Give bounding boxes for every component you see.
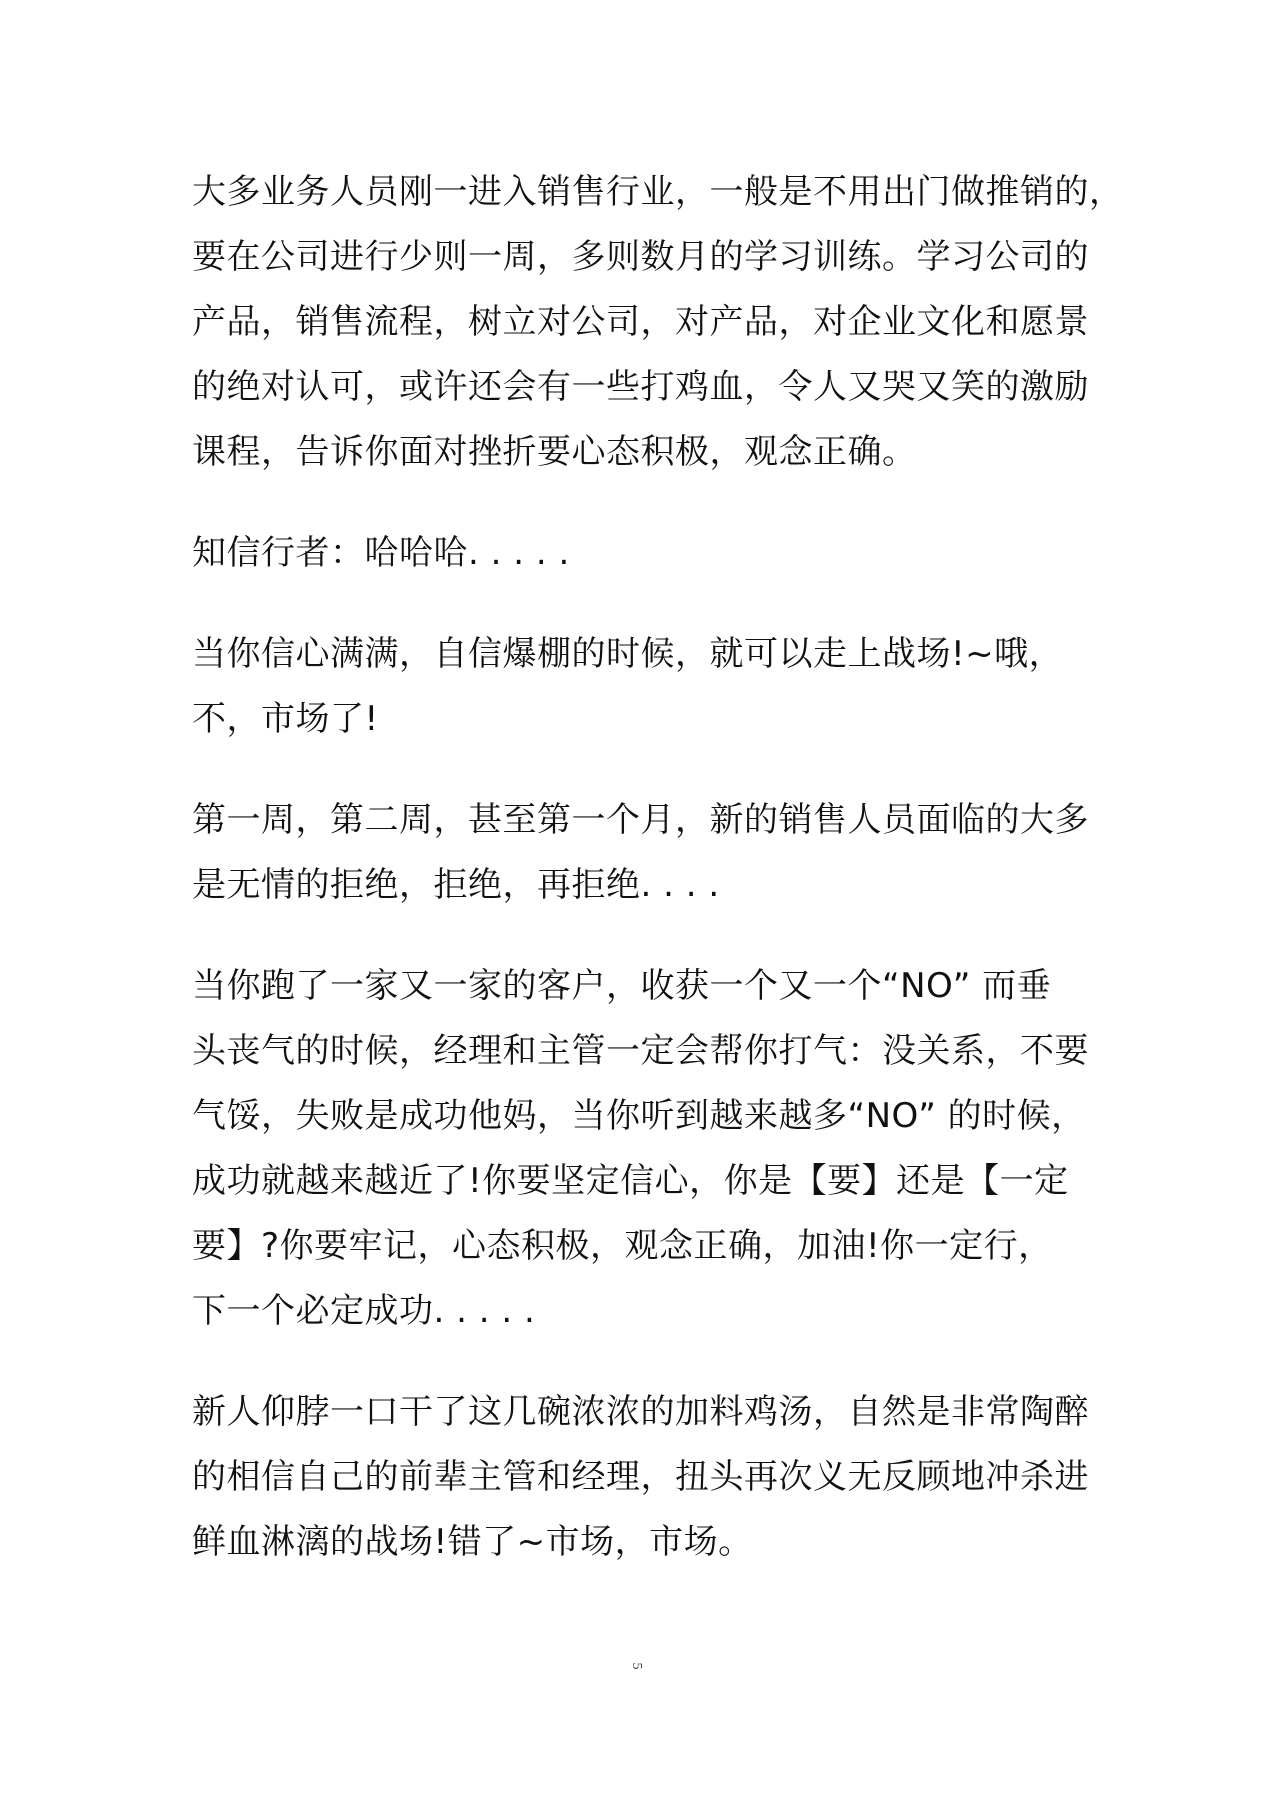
paragraph-6 bbox=[192, 1380, 1132, 1575]
text-line: 鲜血淋漓的战场!错了~市场，市场。 bbox=[192, 1522, 753, 1562]
text-line: 气馁，失败是成功他妈，当你听到越来越多“NO” 的时候， bbox=[192, 1096, 1086, 1136]
document-body bbox=[192, 160, 1132, 1611]
page-number: 5 bbox=[629, 1662, 644, 1670]
text-line: 的绝对认可，或许还会有一些打鸡血，令人又哭又笑的激励 bbox=[192, 367, 1089, 407]
text-line: 当你跑了一家又一家的客户，收获一个又一个“NO” 而垂 bbox=[192, 966, 1052, 1006]
text-line: 头丧气的时候，经理和主管一定会帮你打气：没关系，不要 bbox=[192, 1031, 1089, 1071]
paragraph-1 bbox=[192, 160, 1132, 485]
paragraph-4 bbox=[192, 788, 1132, 918]
text-line: 大多业务人员刚一进入销售行业，一般是不用出门做推销的， bbox=[192, 172, 1124, 212]
text-line: 第一周，第二周，甚至第一个月，新的销售人员面临的大多 bbox=[192, 800, 1089, 840]
text-line: 课程，告诉你面对挫折要心态积极，观念正确。 bbox=[192, 432, 917, 472]
text-line: 不，市场了! bbox=[192, 699, 379, 739]
text-line: 是无情的拒绝，拒绝，再拒绝. . . . bbox=[192, 865, 720, 905]
text-line: 产品，销售流程，树立对公司，对产品，对企业文化和愿景 bbox=[192, 302, 1089, 342]
text-line: 知信行者：哈哈哈. . . . . bbox=[192, 533, 570, 573]
paragraph-5 bbox=[192, 954, 1132, 1344]
text-line: 下一个必定成功. . . . . bbox=[192, 1291, 536, 1331]
paragraph-3 bbox=[192, 622, 1132, 752]
text-line: 的相信自己的前辈主管和经理，扭头再次义无反顾地冲杀进 bbox=[192, 1457, 1089, 1497]
text-line: 新人仰脖一口干了这几碗浓浓的加料鸡汤，自然是非常陶醉 bbox=[192, 1392, 1089, 1432]
paragraph-2 bbox=[192, 521, 1132, 586]
text-line: 要】?你要牢记，心态积极，观念正确，加油!你一定行， bbox=[192, 1226, 1053, 1266]
text-line: 成功就越来越近了!你要坚定信心，你是【要】还是【一定 bbox=[192, 1161, 1069, 1201]
text-line: 当你信心满满，自信爆棚的时候，就可以走上战场!~哦， bbox=[192, 634, 1064, 674]
text-line: 要在公司进行少则一周，多则数月的学习训练。学习公司的 bbox=[192, 237, 1089, 277]
